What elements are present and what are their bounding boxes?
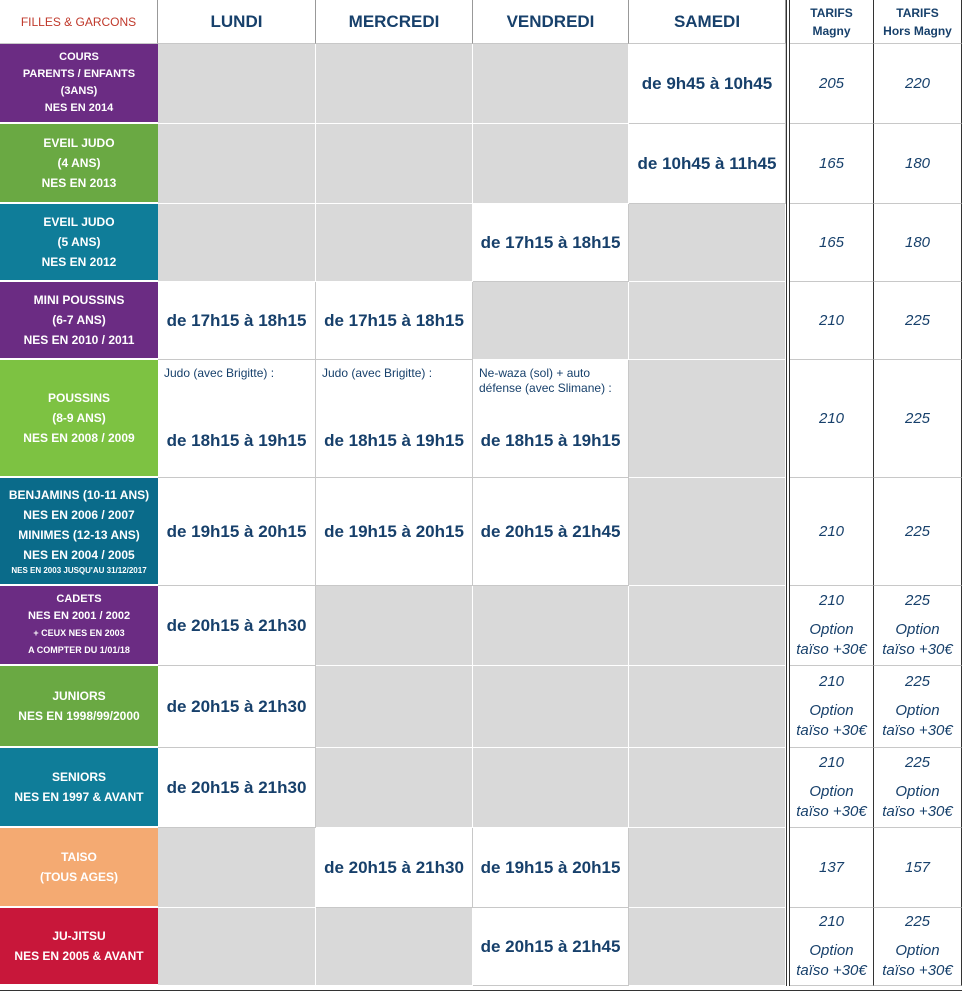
time-slot: de 17h15 à 18h15 (316, 282, 473, 360)
category-taiso: TAISO (TOUS AGES) (0, 828, 158, 908)
time-slot (473, 360, 629, 478)
time-slot: de 20h15 à 21h30 (158, 586, 316, 666)
price-hors-magny: 225 Option taïso +30€ (874, 748, 962, 828)
empty-cell (629, 204, 786, 282)
category-eveil-judo-4: EVEIL JUDO (4 ANS) NES EN 2013 (0, 124, 158, 204)
header-vendredi: VENDREDI (473, 0, 629, 44)
price-magny: 205 (790, 44, 874, 124)
header-tarif-hors-magny: TARIFS Hors Magny (874, 0, 962, 44)
empty-cell (316, 124, 473, 204)
empty-cell (158, 44, 316, 124)
price-magny: 165 (790, 124, 874, 204)
price-hors-magny: 225 Option taïso +30€ (874, 908, 962, 986)
header-lundi: LUNDI (158, 0, 316, 44)
category-mini-poussins: MINI POUSSINS (6-7 ANS) NES EN 2010 / 2011 (0, 282, 158, 360)
empty-cell (629, 282, 786, 360)
price-hors-magny: 225 Option taïso +30€ (874, 586, 962, 666)
empty-cell (473, 586, 629, 666)
time-slot: de 20h15 à 21h30 (316, 828, 473, 908)
option-taiso: Option taïso +30€ (796, 702, 867, 739)
slot-note: Ne-waza (sol) + auto défense (avec Slimane) : (479, 366, 612, 395)
slot-time: de 18h15 à 19h15 (324, 431, 464, 450)
option-taiso: Option taïso +30€ (882, 621, 953, 658)
empty-cell (473, 748, 629, 828)
empty-cell (473, 124, 629, 204)
price-hors-magny: 220 (874, 44, 962, 124)
price-hors-magny: 225 Option taïso +30€ (874, 666, 962, 748)
category-seniors: SENIORS NES EN 1997 & AVANT (0, 748, 158, 828)
price-magny: 165 (790, 204, 874, 282)
slot-note: Judo (avec Brigitte) : (164, 366, 275, 380)
header-mercredi: MERCREDI (316, 0, 473, 44)
price-hors-magny: 225 (874, 360, 962, 478)
price-magny: 210 Option taïso +30€ (790, 908, 874, 986)
time-slot: de 19h15 à 20h15 (158, 478, 316, 586)
empty-cell (316, 586, 473, 666)
slot-time: de 18h15 à 19h15 (166, 431, 307, 450)
empty-cell (473, 282, 629, 360)
category-juniors: JUNIORS NES EN 1998/99/2000 (0, 666, 158, 748)
price-magny: 210 (790, 360, 874, 478)
price-magny: 210 (790, 282, 874, 360)
time-slot: de 20h15 à 21h30 (158, 748, 316, 828)
empty-cell (158, 828, 316, 908)
empty-cell (158, 204, 316, 282)
empty-cell (316, 204, 473, 282)
header-tarif-magny: TARIFS Magny (790, 0, 874, 44)
time-slot: de 9h45 à 10h45 (629, 44, 786, 124)
time-slot: de 20h15 à 21h45 (473, 908, 629, 986)
price-hors-magny: 180 (874, 124, 962, 204)
category-eveil-judo-5: EVEIL JUDO (5 ANS) NES EN 2012 (0, 204, 158, 282)
price-magny: 210 Option taïso +30€ (790, 666, 874, 748)
option-taiso: Option taïso +30€ (796, 783, 867, 820)
price-magny: 210 Option taïso +30€ (790, 748, 874, 828)
empty-cell (629, 908, 786, 986)
price-hors-magny: 225 (874, 478, 962, 586)
header-samedi: SAMEDI (629, 0, 786, 44)
price-hors-magny: 225 (874, 282, 962, 360)
time-slot: de 17h15 à 18h15 (158, 282, 316, 360)
empty-cell (316, 44, 473, 124)
option-taiso: Option taïso +30€ (882, 783, 953, 820)
price-hors-magny: 180 (874, 204, 962, 282)
option-taiso: Option taïso +30€ (796, 621, 867, 658)
price-magny: 210 Option taïso +30€ (790, 586, 874, 666)
empty-cell (316, 748, 473, 828)
header-corner: FILLES & GARCONS (0, 0, 158, 44)
empty-cell (158, 908, 316, 986)
empty-cell (629, 828, 786, 908)
empty-cell (316, 666, 473, 748)
empty-cell (158, 124, 316, 204)
empty-cell (629, 748, 786, 828)
time-slot: de 10h45 à 11h45 (629, 124, 786, 204)
slot-note: Judo (avec Brigitte) : (322, 366, 433, 380)
time-slot (158, 360, 316, 478)
empty-cell (629, 586, 786, 666)
empty-cell (473, 666, 629, 748)
time-slot (316, 360, 473, 478)
option-taiso: Option taïso +30€ (796, 942, 867, 979)
time-slot: de 20h15 à 21h30 (158, 666, 316, 748)
price-magny: 137 (790, 828, 874, 908)
empty-cell (316, 908, 473, 986)
category-ju-jitsu: JU-JITSU NES EN 2005 & AVANT (0, 908, 158, 986)
option-taiso: Option taïso +30€ (882, 942, 953, 979)
time-slot: de 17h15 à 18h15 (473, 204, 629, 282)
slot-time: de 18h15 à 19h15 (480, 431, 621, 450)
category-cadets: CADETS NES EN 2001 / 2002 + CEUX NES EN 2003 A COMPTER DU 1/01/18 (0, 586, 158, 666)
empty-cell (629, 478, 786, 586)
time-slot: de 20h15 à 21h45 (473, 478, 629, 586)
category-parents-enfants: COURS PARENTS / ENFANTS (3ANS) NES EN 2014 (0, 44, 158, 124)
empty-cell (629, 666, 786, 748)
price-magny: 210 (790, 478, 874, 586)
time-slot: de 19h15 à 20h15 (473, 828, 629, 908)
empty-cell (629, 360, 786, 478)
empty-cell (473, 44, 629, 124)
category-benjamins-minimes: BENJAMINS (10-11 ANS) NES EN 2006 / 2007 MINIMES (12-13 ANS) NES EN 2004 / 2005 NES EN 2003 JUSQU'AU 31/12/2017 (0, 478, 158, 586)
time-slot: de 19h15 à 20h15 (316, 478, 473, 586)
price-hors-magny: 157 (874, 828, 962, 908)
option-taiso: Option taïso +30€ (882, 702, 953, 739)
category-poussins: POUSSINS (8-9 ANS) NES EN 2008 / 2009 (0, 360, 158, 478)
